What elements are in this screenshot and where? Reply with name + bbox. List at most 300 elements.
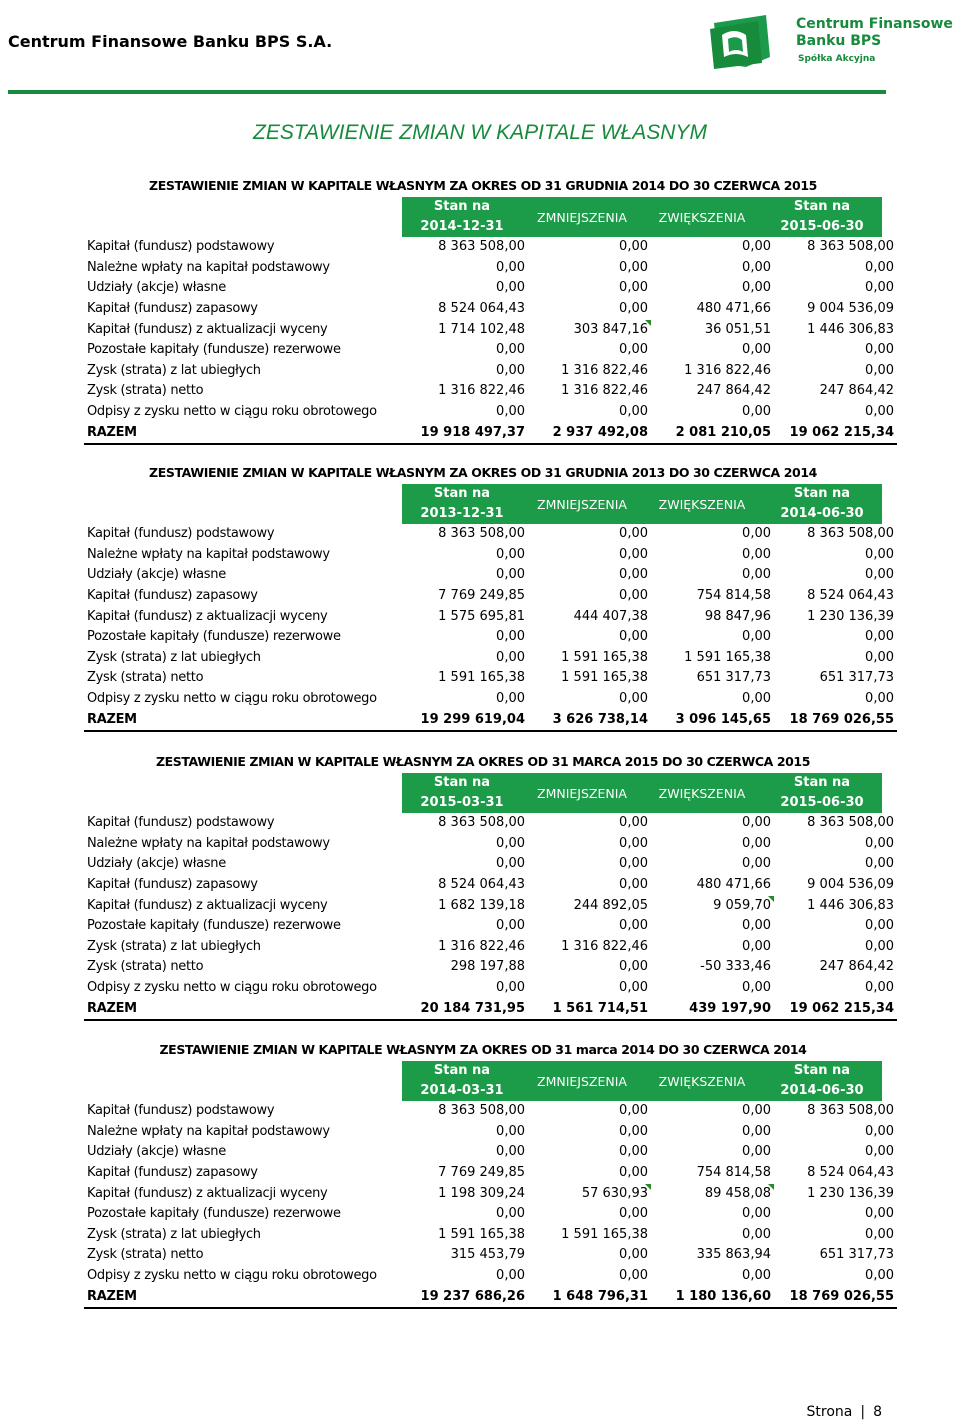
row-value — [528, 854, 651, 875]
cell-value: 8 363 508,00 — [438, 526, 525, 542]
cell-value: 0,00 — [742, 280, 771, 296]
cell-value: 0,00 — [496, 856, 525, 872]
cell-value: 247 864,42 — [819, 959, 894, 975]
total-value: 18 769 026,55 — [774, 709, 897, 731]
row-value — [651, 1204, 774, 1225]
cell-value: 0,00 — [496, 835, 525, 851]
cell-value: 1 316 822,46 — [561, 362, 648, 378]
row-value — [528, 916, 651, 937]
table-row — [84, 689, 897, 710]
cell-value: 0,00 — [865, 856, 894, 872]
table-row — [84, 1245, 897, 1266]
row-label: Kapitał (fundusz) z aktualizacji wyceny — [87, 321, 328, 337]
cell-value: 1 316 822,46 — [684, 362, 771, 378]
total-row — [84, 998, 897, 1020]
table-row — [84, 1204, 897, 1225]
row-value — [528, 1142, 651, 1163]
row-value — [774, 278, 897, 299]
row-label: Zysk (strata) z lat ubiegłych — [87, 362, 261, 378]
row-value — [774, 834, 897, 855]
cell-value: 0,00 — [496, 649, 525, 665]
cell-value: 98 847,96 — [704, 608, 771, 624]
row-value — [774, 627, 897, 648]
cell-value: 0,00 — [496, 546, 525, 562]
cell-value: 1 591 165,38 — [438, 670, 525, 686]
row-value — [528, 1101, 651, 1122]
row-value — [528, 1266, 651, 1287]
cell-value: 0,00 — [865, 1268, 894, 1284]
total-row — [84, 1286, 897, 1308]
row-value — [528, 668, 651, 689]
row-label: Odpisy z zysku netto w ciągu roku obrotowego — [87, 1268, 377, 1284]
column-header — [84, 773, 882, 813]
cell-value: 0,00 — [865, 918, 894, 934]
table-row — [84, 668, 897, 689]
cell-value: 0,00 — [619, 259, 648, 275]
logo-text-line1: Centrum Finansowe — [796, 16, 953, 32]
total-value: 19 237 686,26 — [405, 1286, 528, 1308]
row-value — [528, 545, 651, 566]
row-value — [405, 834, 528, 855]
cell-value: 0,00 — [619, 1206, 648, 1222]
end-stan-label: Stan na — [793, 1063, 851, 1078]
row-label: Zysk (strata) z lat ubiegłych — [87, 1226, 261, 1242]
row-value — [774, 606, 897, 627]
row-value — [528, 875, 651, 896]
start-stan-label: Stan na — [433, 1063, 491, 1078]
row-label: Odpisy z zysku netto w ciągu roku obrotowego — [87, 691, 377, 707]
cell-value: 0,00 — [865, 691, 894, 707]
column-header — [84, 1061, 882, 1101]
row-value — [651, 689, 774, 710]
row-value — [651, 1266, 774, 1287]
row-value — [774, 340, 897, 361]
end-stan-label: Stan na — [793, 486, 851, 501]
row-value — [651, 258, 774, 279]
row-value — [774, 1204, 897, 1225]
cell-value: 0,00 — [742, 567, 771, 583]
cell-value: 0,00 — [496, 1268, 525, 1284]
row-label: Kapitał (fundusz) podstawowy — [87, 1103, 275, 1119]
cell-value: 0,00 — [865, 342, 894, 358]
cell-value: 0,00 — [496, 918, 525, 934]
logo-text-line3: Spółka Akcyjna — [798, 54, 876, 64]
start-date: 2014-12-31 — [420, 219, 504, 234]
row-value — [405, 1204, 528, 1225]
cell-value: 0,00 — [496, 342, 525, 358]
row-label: Pozostałe kapitały (fundusze) rezerwowe — [87, 918, 341, 934]
cell-value: 0,00 — [865, 1206, 894, 1222]
row-value — [774, 978, 897, 999]
table-row — [84, 319, 897, 340]
row-value — [651, 1142, 774, 1163]
cell-value: 0,00 — [619, 835, 648, 851]
row-value — [774, 1122, 897, 1143]
cell-value: 0,00 — [865, 629, 894, 645]
decrease-header: ZMNIEJSZENIA — [537, 497, 627, 512]
start-date: 2013-12-31 — [420, 506, 504, 521]
row-value — [774, 586, 897, 607]
logo-emblem-icon — [706, 13, 786, 71]
row-value — [774, 1225, 897, 1246]
row-value — [528, 978, 651, 999]
cell-value: 0,00 — [865, 1226, 894, 1242]
increase-header: ZWIĘKSZENIA — [658, 1074, 746, 1089]
row-value — [405, 586, 528, 607]
row-label: Pozostałe kapitały (fundusze) rezerwowe — [87, 342, 341, 358]
cell-value: 754 814,58 — [696, 1165, 771, 1181]
row-value — [651, 524, 774, 545]
cell-value: 0,00 — [496, 1144, 525, 1160]
row-value — [651, 1163, 774, 1184]
cell-value: 0,00 — [742, 526, 771, 542]
cell-value: 0,00 — [865, 362, 894, 378]
cell-value: 0,00 — [742, 546, 771, 562]
table-row — [84, 875, 897, 896]
row-value — [774, 1142, 897, 1163]
total-value: 19 299 619,04 — [405, 709, 528, 731]
row-value — [651, 957, 774, 978]
row-label: Udziały (akcje) własne — [87, 856, 226, 872]
row-value — [774, 1266, 897, 1287]
row-label: Pozostałe kapitały (fundusze) rezerwowe — [87, 629, 341, 645]
row-label: Kapitał (fundusz) z aktualizacji wyceny — [87, 1185, 328, 1201]
row-value — [651, 319, 774, 340]
row-value — [405, 278, 528, 299]
cell-value: 89 458,08 — [704, 1185, 771, 1201]
row-label: Odpisy z zysku netto w ciągu roku obrotowego — [87, 980, 377, 996]
row-value — [774, 813, 897, 834]
row-value — [651, 606, 774, 627]
cell-value: 0,00 — [619, 1144, 648, 1160]
cell-value: 8 524 064,43 — [438, 301, 525, 317]
cell-value: 0,00 — [742, 1268, 771, 1284]
cell-value: 0,00 — [496, 259, 525, 275]
cell-value: 1 591 165,38 — [561, 1226, 648, 1242]
end-stan-label: Stan na — [793, 199, 851, 214]
row-label: Kapitał (fundusz) z aktualizacji wyceny — [87, 608, 328, 624]
cell-value: 0,00 — [742, 404, 771, 420]
cell-value: 1 316 822,46 — [561, 383, 648, 399]
cell-value: 0,00 — [619, 239, 648, 255]
table-row — [84, 1266, 897, 1287]
row-label: Należne wpłaty na kapitał podstawowy — [87, 1123, 330, 1139]
cell-value: 0,00 — [865, 980, 894, 996]
row-value — [405, 875, 528, 896]
row-value — [528, 340, 651, 361]
total-label: RAZEM — [84, 1286, 405, 1308]
row-label: Należne wpłaty na kapitał podstawowy — [87, 546, 330, 562]
table-row — [84, 258, 897, 279]
row-value — [528, 586, 651, 607]
end-date: 2014-06-30 — [780, 506, 864, 521]
cell-value: 1 316 822,46 — [561, 938, 648, 954]
company-logo — [706, 13, 956, 71]
total-value: 1 561 714,51 — [528, 998, 651, 1020]
table-row — [84, 340, 897, 361]
cell-value: 480 471,66 — [696, 877, 771, 893]
cell-value: 0,00 — [496, 1123, 525, 1139]
row-value — [405, 299, 528, 320]
row-value — [774, 668, 897, 689]
row-value — [405, 340, 528, 361]
row-value — [651, 1225, 774, 1246]
row-value — [405, 258, 528, 279]
row-value — [528, 258, 651, 279]
cell-value: 444 407,38 — [573, 608, 648, 624]
table-row — [84, 524, 897, 545]
table-row — [84, 978, 897, 999]
end-date: 2014-06-30 — [780, 1083, 864, 1098]
cell-value: 9 059,70 — [713, 897, 771, 913]
cell-value: 0,00 — [865, 1123, 894, 1139]
cell-value: 0,00 — [619, 815, 648, 831]
page-title: ZESTAWIENIE ZMIAN W KAPITALE WŁASNYM — [253, 121, 707, 144]
cell-value: 0,00 — [865, 938, 894, 954]
row-label: Udziały (akcje) własne — [87, 1144, 226, 1160]
start-stan-label: Stan na — [433, 775, 491, 790]
cell-value: 0,00 — [619, 629, 648, 645]
cell-value: 0,00 — [865, 835, 894, 851]
cell-value: 0,00 — [619, 1165, 648, 1181]
cell-value: 0,00 — [865, 546, 894, 562]
total-value: 1 180 136,60 — [651, 1286, 774, 1308]
row-label: Kapitał (fundusz) podstawowy — [87, 239, 275, 255]
row-value — [528, 895, 651, 916]
table-row — [84, 648, 897, 669]
footer-separator: | — [860, 1404, 866, 1420]
row-value — [774, 402, 897, 423]
header-divider — [8, 90, 886, 94]
total-value: 1 648 796,31 — [528, 1286, 651, 1308]
total-value: 19 062 215,34 — [774, 998, 897, 1020]
cell-value: 0,00 — [742, 1206, 771, 1222]
decrease-header: ZMNIEJSZENIA — [537, 786, 627, 801]
table-row — [84, 299, 897, 320]
cell-value: 0,00 — [496, 404, 525, 420]
cell-value: 1 446 306,83 — [807, 321, 894, 337]
row-value — [405, 1101, 528, 1122]
cell-value: 1 316 822,46 — [438, 383, 525, 399]
row-value — [528, 1122, 651, 1143]
row-value — [774, 875, 897, 896]
cell-value: 0,00 — [619, 877, 648, 893]
total-label: RAZEM — [84, 422, 405, 444]
table-row — [84, 834, 897, 855]
cell-value: 1 591 165,38 — [684, 649, 771, 665]
row-value — [651, 937, 774, 958]
cell-value: 0,00 — [619, 1123, 648, 1139]
cell-value: 651 317,73 — [696, 670, 771, 686]
row-value — [651, 545, 774, 566]
cell-value: 8 363 508,00 — [438, 239, 525, 255]
cell-value: 1 591 165,38 — [561, 670, 648, 686]
row-value — [651, 586, 774, 607]
row-value — [528, 813, 651, 834]
row-value — [651, 340, 774, 361]
cell-value: 0,00 — [619, 1268, 648, 1284]
total-value: 2 937 492,08 — [528, 422, 651, 444]
row-value — [405, 813, 528, 834]
row-value — [405, 606, 528, 627]
cell-value: 0,00 — [865, 259, 894, 275]
row-value — [651, 875, 774, 896]
total-value: 19 062 215,34 — [774, 422, 897, 444]
row-label: Zysk (strata) netto — [87, 670, 204, 686]
cell-value: 0,00 — [619, 301, 648, 317]
cell-value: 0,00 — [865, 280, 894, 296]
row-value — [528, 1225, 651, 1246]
cell-value: 651 317,73 — [819, 1247, 894, 1263]
row-value — [405, 916, 528, 937]
row-value — [651, 565, 774, 586]
cell-value: 298 197,88 — [450, 959, 525, 975]
cell-value: 1 591 165,38 — [438, 1226, 525, 1242]
row-label: Odpisy z zysku netto w ciągu roku obrotowego — [87, 404, 377, 420]
cell-value: 8 524 064,43 — [807, 588, 894, 604]
row-label: Zysk (strata) netto — [87, 1247, 204, 1263]
row-value — [405, 361, 528, 382]
row-label: Kapitał (fundusz) podstawowy — [87, 815, 275, 831]
cell-value: 0,00 — [619, 342, 648, 358]
row-value — [405, 668, 528, 689]
row-value — [774, 361, 897, 382]
end-date: 2015-06-30 — [780, 795, 864, 810]
cell-value: 0,00 — [742, 1226, 771, 1242]
row-value — [528, 1163, 651, 1184]
total-label: RAZEM — [84, 709, 405, 731]
total-value: 19 918 497,37 — [405, 422, 528, 444]
section-2 — [84, 464, 894, 732]
row-value — [405, 1183, 528, 1204]
cell-value: 1 591 165,38 — [561, 649, 648, 665]
total-label: RAZEM — [84, 998, 405, 1020]
table-row — [84, 1183, 897, 1204]
row-label: Udziały (akcje) własne — [87, 567, 226, 583]
cell-value: 0,00 — [742, 1123, 771, 1139]
cell-value: 36 051,51 — [704, 321, 771, 337]
row-label: Pozostałe kapitały (fundusze) rezerwowe — [87, 1206, 341, 1222]
cell-value: 7 769 249,85 — [438, 588, 525, 604]
cell-value: 0,00 — [742, 1103, 771, 1119]
row-value — [651, 916, 774, 937]
cell-value: 0,00 — [619, 567, 648, 583]
table-row — [84, 278, 897, 299]
row-label: Należne wpłaty na kapitał podstawowy — [87, 835, 330, 851]
row-value — [651, 1101, 774, 1122]
total-value: 3 096 145,65 — [651, 709, 774, 731]
equity-table — [84, 813, 897, 1021]
table-row — [84, 237, 897, 258]
cell-value: 1 198 309,24 — [438, 1185, 525, 1201]
row-label: Zysk (strata) netto — [87, 959, 204, 975]
cell-value: 0,00 — [496, 629, 525, 645]
section-title: ZESTAWIENIE ZMIAN W KAPITALE WŁASNYM ZA OKRES OD 31 GRUDNIA 2014 DO 30 CZERWCA 2015 — [149, 178, 817, 193]
equity-table — [84, 237, 897, 445]
row-label: Zysk (strata) netto — [87, 383, 204, 399]
row-value — [528, 319, 651, 340]
cell-value: 8 363 508,00 — [807, 239, 894, 255]
table-row — [84, 1101, 897, 1122]
row-value — [651, 834, 774, 855]
cell-value: 1 230 136,39 — [807, 1185, 894, 1201]
table-row — [84, 895, 897, 916]
cell-value: 0,00 — [742, 980, 771, 996]
cell-value: 8 363 508,00 — [438, 1103, 525, 1119]
cell-value: 0,00 — [496, 280, 525, 296]
total-row — [84, 709, 897, 731]
row-value — [405, 1142, 528, 1163]
cell-value: 8 524 064,43 — [438, 877, 525, 893]
cell-value: 0,00 — [865, 404, 894, 420]
row-value — [651, 1122, 774, 1143]
row-label: Kapitał (fundusz) z aktualizacji wyceny — [87, 897, 328, 913]
table-row — [84, 402, 897, 423]
cell-value: 480 471,66 — [696, 301, 771, 317]
table-row — [84, 957, 897, 978]
cell-value: 0,00 — [496, 362, 525, 378]
cell-value: 0,00 — [742, 239, 771, 255]
row-value — [651, 299, 774, 320]
increase-header: ZWIĘKSZENIA — [658, 497, 746, 512]
row-value — [405, 1245, 528, 1266]
decrease-header: ZMNIEJSZENIA — [537, 210, 627, 225]
end-date: 2015-06-30 — [780, 219, 864, 234]
section-4 — [84, 1041, 894, 1309]
total-value: 439 197,90 — [651, 998, 774, 1020]
row-value — [405, 1266, 528, 1287]
row-value — [651, 813, 774, 834]
total-value: 2 081 210,05 — [651, 422, 774, 444]
cell-value: 0,00 — [619, 856, 648, 872]
cell-value: 0,00 — [865, 649, 894, 665]
total-value: 3 626 738,14 — [528, 709, 651, 731]
cell-value: 8 363 508,00 — [807, 1103, 894, 1119]
page-footer — [807, 1404, 882, 1420]
cell-value: 9 004 536,09 — [807, 877, 894, 893]
equity-table — [84, 1101, 897, 1309]
row-value — [405, 524, 528, 545]
cell-value: 0,00 — [619, 404, 648, 420]
row-value — [651, 237, 774, 258]
cell-value: 0,00 — [619, 588, 648, 604]
cell-value: 1 230 136,39 — [807, 608, 894, 624]
cell-value: 8 524 064,43 — [807, 1165, 894, 1181]
table-row — [84, 565, 897, 586]
cell-value: 0,00 — [619, 280, 648, 296]
start-date: 2014-03-31 — [420, 1083, 504, 1098]
row-value — [528, 627, 651, 648]
cell-value: 1 682 139,18 — [438, 897, 525, 913]
row-value — [774, 1163, 897, 1184]
cell-value: 0,00 — [742, 691, 771, 707]
table-row — [84, 1225, 897, 1246]
row-value — [528, 957, 651, 978]
row-label: Kapitał (fundusz) zapasowy — [87, 301, 258, 317]
table-row — [84, 545, 897, 566]
column-header — [84, 197, 882, 237]
cell-value: 9 004 536,09 — [807, 301, 894, 317]
total-row — [84, 422, 897, 444]
row-value — [651, 895, 774, 916]
row-label: Kapitał (fundusz) zapasowy — [87, 588, 258, 604]
cell-value: -50 333,46 — [700, 959, 771, 975]
row-value — [528, 299, 651, 320]
cell-value: 0,00 — [496, 980, 525, 996]
row-value — [774, 1245, 897, 1266]
section-title: ZESTAWIENIE ZMIAN W KAPITALE WŁASNYM ZA OKRES OD 31 GRUDNIA 2013 DO 30 CZERWCA 2014 — [149, 465, 817, 480]
cell-value: 0,00 — [742, 259, 771, 275]
